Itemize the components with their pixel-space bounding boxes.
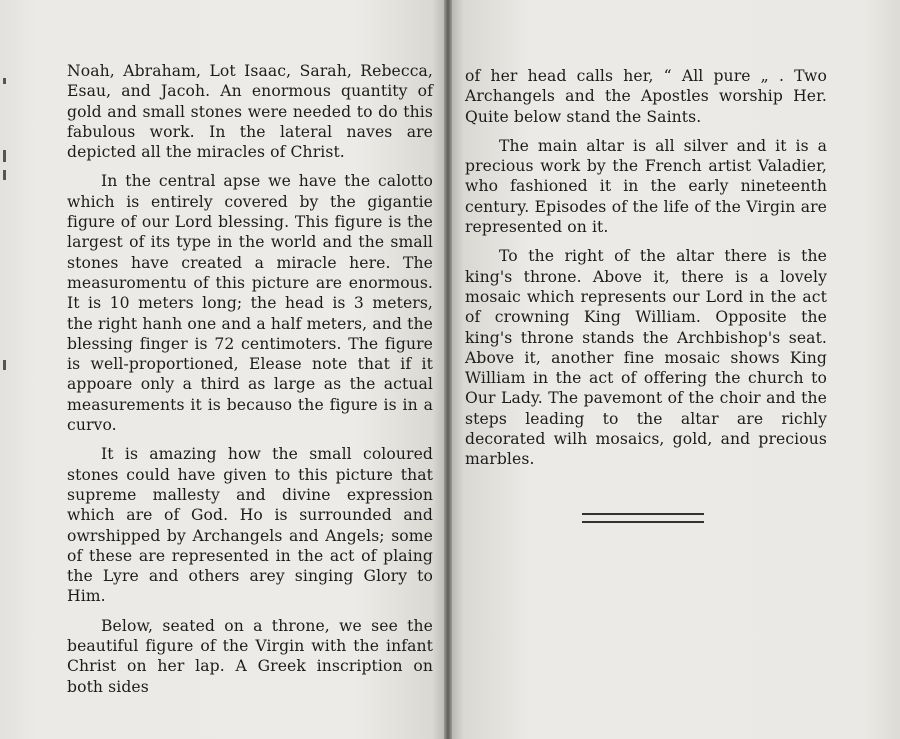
left-page-text (67, 61, 433, 706)
paragraph: To the right of the altar there is the king's throne. Above it, there is a lovely mosaic which represents our Lord in the act of crowning King William. Opposite the king's throne stands the Archbishop's seat. Above it, another fine mosaic shows King William in the act of offering the church to Our Lady. The pavemont of the choir and the steps leading to the altar are richly decorated wilh mosaics, gold, and precious marbles. (465, 247, 827, 469)
edge-mark (3, 78, 6, 84)
edge-mark (3, 170, 6, 180)
edge-mark (3, 360, 6, 370)
paragraph: of her head calls her, “ All pure „ . Two Archangels and the Apostles worship Her. Quite below stand the Saints. (465, 67, 827, 126)
paragraph: It is amazing how the small coloured stones could have given to this picture that supreme mallesty and divine expression which are of God. Ho is surrounded and owrshipped by Archangels and Angels; some of these are represented in the act of plaing the Lyre and others arey singing Glory to Him. (67, 445, 433, 606)
paragraph: In the central apse we have the calotto which is entirely covered by the gigantie figure of our Lord blessing. This figure is the largest of its type in the world and the small stones have created a miracle here. The measuromentu of this picture are enormous. It is 10 meters long; the head is 3 meters, the right hanh one and a half meters, and the blessing finger is 72 centimoters. The figure is well-proportioned, Elease note that if it appoare only a third as large as the actual measurements it is becauso the figure is in a curvo. (67, 172, 433, 435)
book-gutter (444, 0, 452, 739)
double-rule-ornament (582, 513, 704, 523)
paragraph: Below, seated on a throne, we see the beautiful figure of the Virgin with the infant Christ on her lap. A Greek inscription on both sides (67, 616, 433, 696)
right-page-text (465, 66, 827, 479)
paragraph: Noah, Abraham, Lot Isaac, Sarah, Rebecca, Esau, and Jacoh. An enormous quantity of gold and small stones were needed to do this fabulous work. In the lateral naves are depicted all the miracles of Christ. (67, 62, 433, 162)
paragraph: The main altar is all silver and it is a precious work by the French artist Valadier, who fashioned it in the early nineteenth century. Episodes of the life of the Virgin are represented on it. (465, 136, 827, 237)
edge-mark (3, 150, 6, 162)
